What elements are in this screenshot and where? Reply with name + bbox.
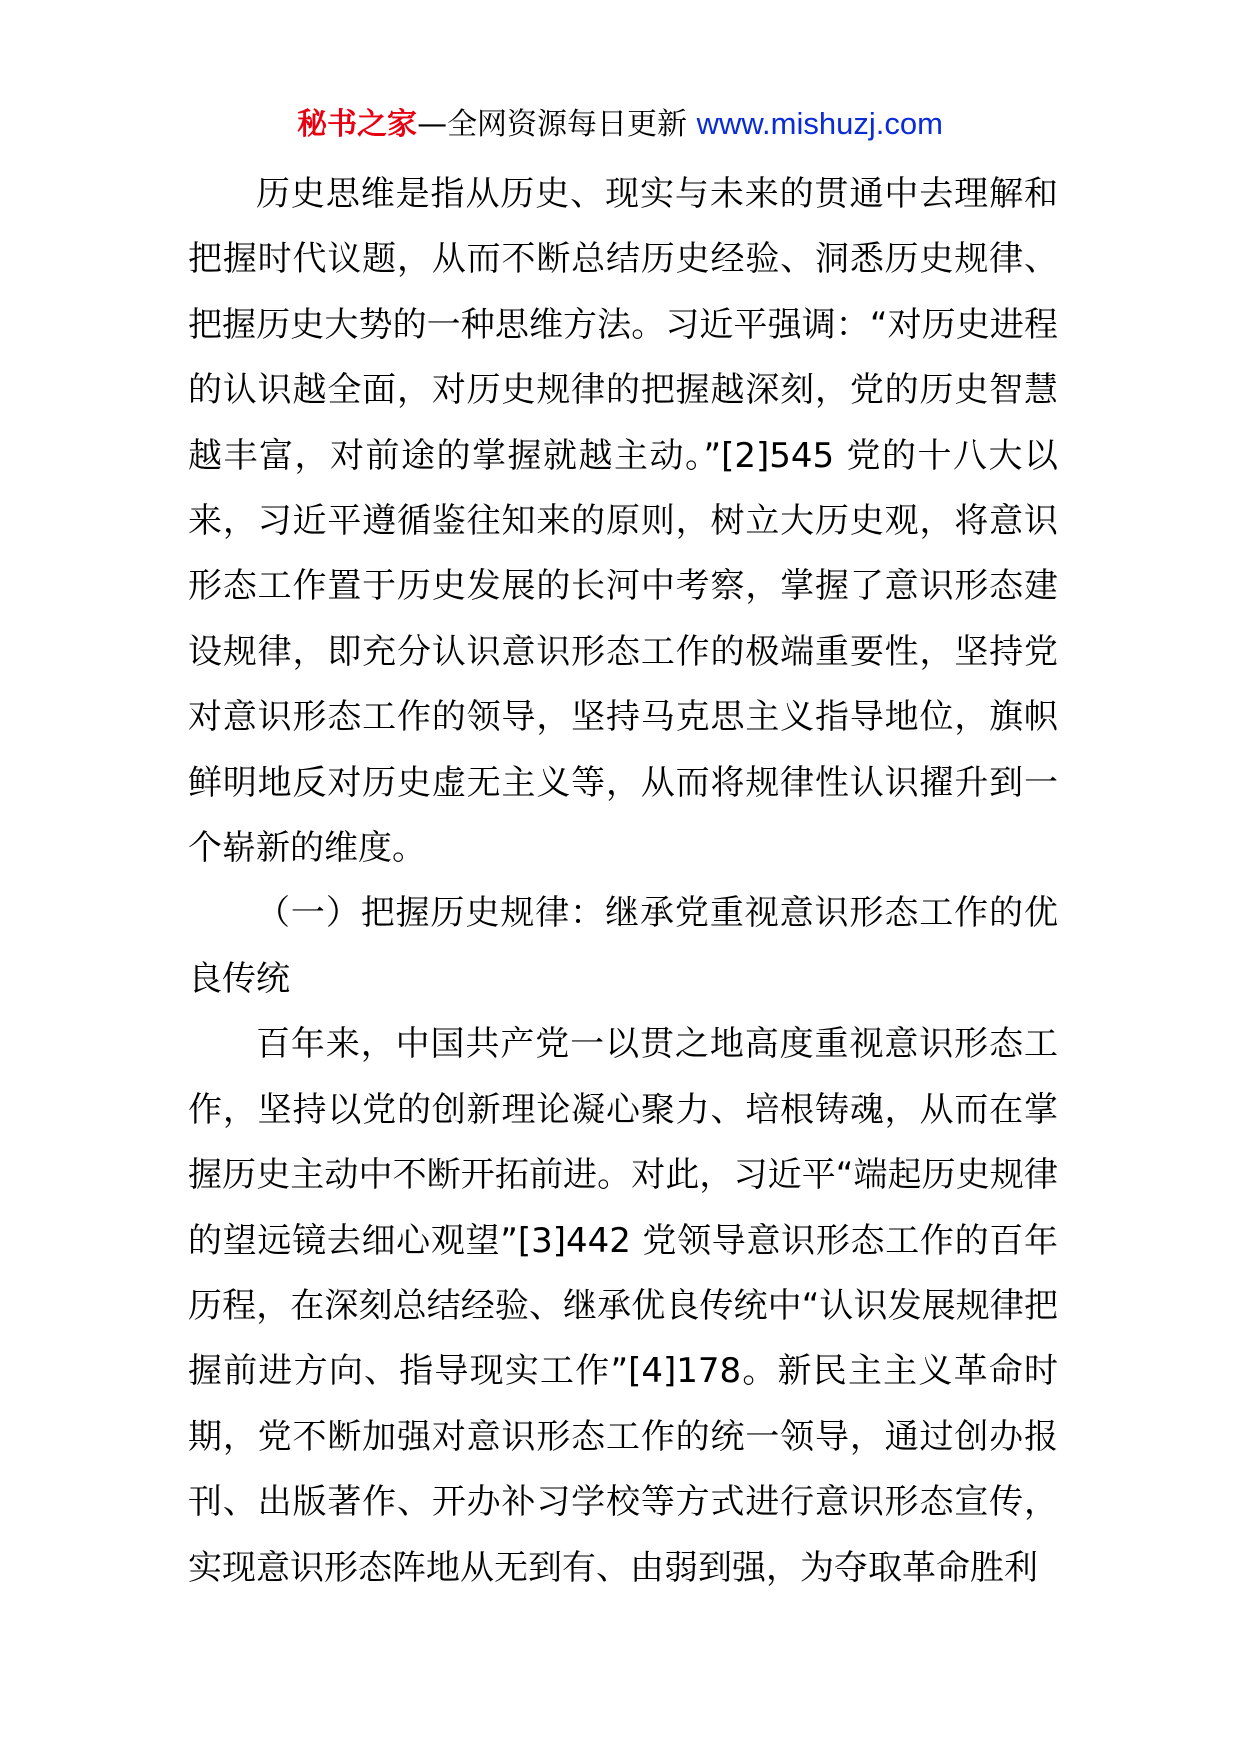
brand-name: 秘书之家 xyxy=(297,107,418,142)
section-heading: （一）把握历史规律：继承党重视意识形态工作的优良传统 xyxy=(188,893,1058,999)
header-slogan: —全网资源每日更新 xyxy=(417,107,697,142)
body-paragraph: 百年来，中国共产党一以贯之地高度重视意识形态工作，坚持以党的创新理论凝心聚力、培根铸魂，从而在掌握历史主动中不断开拓前进。对此，习近平“端起历史规律的望远镜去细心观望”[3]442 党领导意识形态工作的百年历程，在深刻总结经验、继承优良传统中“认识发展规律把握前进方向、指导现实工作”[4]178。新民主主义革命时期，党不断加强对意识形态工作的统一领导，通过创办报刊、出版著作、开办补习学校等方式进行意识形态宣传，实现意识形态阵地从无到有、由弱到强，为夺取革命胜利 xyxy=(188,1024,1058,1588)
body-paragraph: 历史思维是指从历史、现实与未来的贯通中去理解和把握时代议题，从而不断总结历史经验、洞悉历史规律、把握历史大势的一种思维方法。习近平强调：“对历史进程的认识越全面，对历史规律的把握越深刻，党的历史智慧越丰富，对前途的掌握就越主动。”[2]545 党的十八大以来，习近平遵循鉴往知来的原则，树立大历史观，将意识形态工作置于历史发展的长河中考察，掌握了意识形态建设规律，即充分认识意识形态工作的极端重要性，坚持党对意识形态工作的领导，坚持马克思主义指导地位，旗帜鲜明地反对历史虚无主义等，从而将规律性认识擢升到一个崭新的维度。 xyxy=(188,174,1058,869)
page-header xyxy=(0,100,1240,149)
site-url-link[interactable]: www.mishuzj.com xyxy=(696,106,943,141)
document-body xyxy=(188,162,1058,1601)
